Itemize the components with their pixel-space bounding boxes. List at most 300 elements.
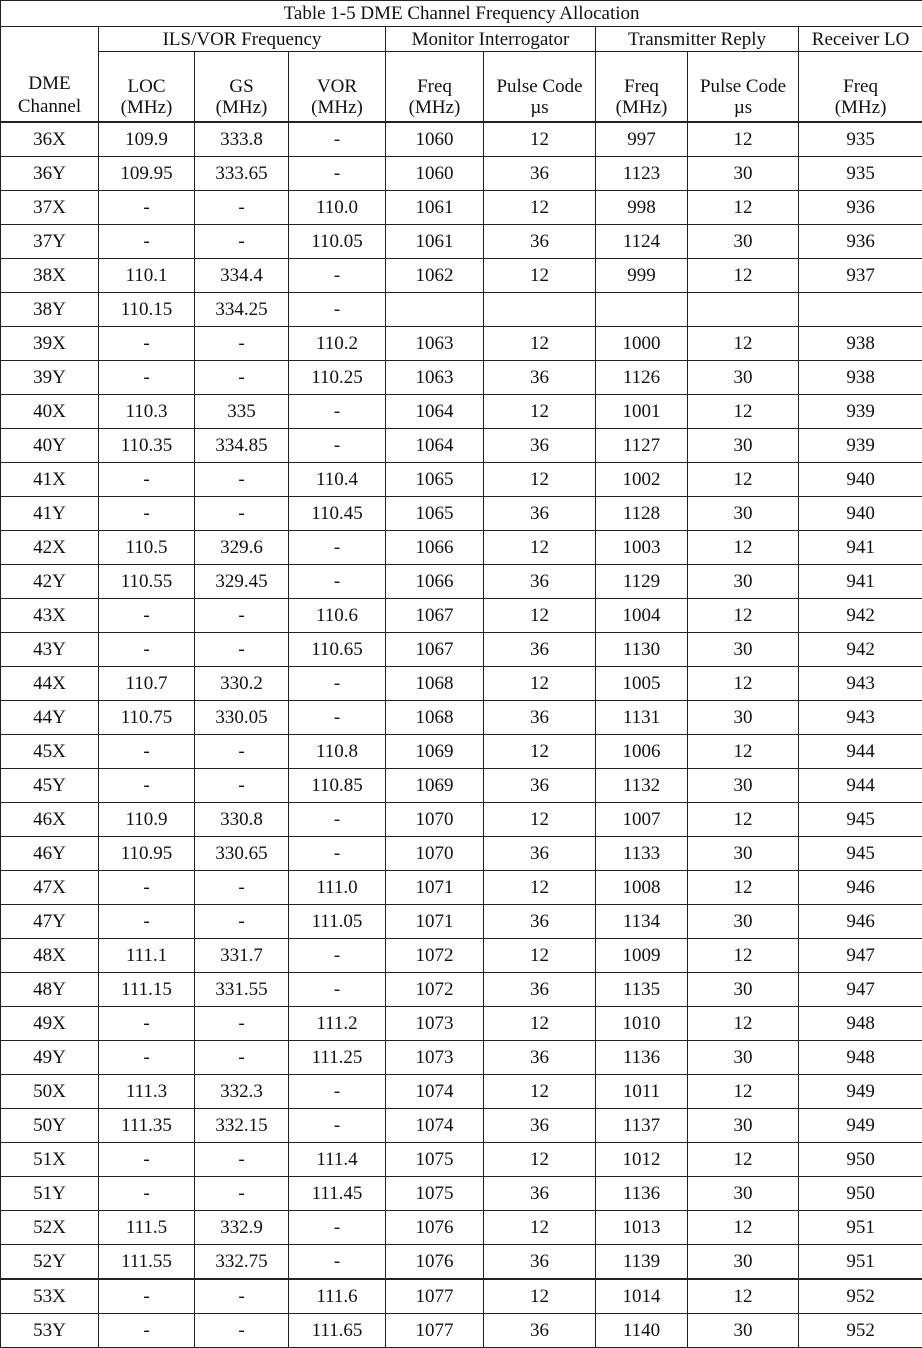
- transmitter-pulse-code-cell: 12: [688, 1211, 799, 1245]
- loc-cell: 111.1: [99, 939, 195, 973]
- table-row: [1, 225, 922, 259]
- loc-cell: 110.3: [99, 395, 195, 429]
- transmitter-freq-cell: 1129: [596, 565, 688, 599]
- monitor-freq-cell: 1072: [386, 939, 484, 973]
- receiver-freq-cell: 944: [799, 769, 922, 803]
- transmitter-freq-cell: 1140: [596, 1314, 688, 1348]
- receiver-freq-cell: 949: [799, 1109, 922, 1143]
- table-row: [1, 395, 922, 429]
- transmitter-freq-cell: 1007: [596, 803, 688, 837]
- transmitter-freq-cell: 1139: [596, 1245, 688, 1280]
- loc-cell: 110.1: [99, 259, 195, 293]
- loc-header-line1: LOC: [99, 76, 194, 97]
- table-row: [1, 769, 922, 803]
- loc-cell: -: [99, 769, 195, 803]
- monitor-pulse-code-cell: 36: [484, 1314, 596, 1348]
- table-row: [1, 837, 922, 871]
- transmitter-freq-cell: 1137: [596, 1109, 688, 1143]
- loc-cell: 110.7: [99, 667, 195, 701]
- dme-channel-cell: 47Y: [1, 905, 99, 939]
- transmitter-freq-cell: 1128: [596, 497, 688, 531]
- dme-channel-header-line1: DME: [1, 72, 98, 95]
- monitor-freq-cell: 1065: [386, 463, 484, 497]
- monitor-freq-cell: 1070: [386, 803, 484, 837]
- loc-cell: 110.55: [99, 565, 195, 599]
- dme-channel-cell: 41X: [1, 463, 99, 497]
- dme-channel-cell: 43Y: [1, 633, 99, 667]
- transmitter-freq-cell: 1010: [596, 1007, 688, 1041]
- monitor-pulse-code-cell: 12: [484, 1211, 596, 1245]
- transmitter-freq-cell: 1001: [596, 395, 688, 429]
- monitor-pulse-code-cell: 12: [484, 871, 596, 905]
- gs-cell: 330.2: [195, 667, 289, 701]
- monitor-pulse-code-cell: 36: [484, 1245, 596, 1280]
- transmitter-freq-cell: 1003: [596, 531, 688, 565]
- transmitter-freq-header-line1: Freq: [596, 76, 687, 97]
- receiver-freq-cell: 940: [799, 497, 922, 531]
- loc-cell: 111.15: [99, 973, 195, 1007]
- vor-cell: 111.45: [289, 1177, 386, 1211]
- table-row: [1, 361, 922, 395]
- receiver-freq-cell: 948: [799, 1041, 922, 1075]
- gs-cell: 331.55: [195, 973, 289, 1007]
- transmitter-pulse-code-header-line1: Pulse Code: [688, 76, 798, 97]
- receiver-freq-cell: 941: [799, 531, 922, 565]
- loc-cell: -: [99, 463, 195, 497]
- monitor-freq-cell: 1077: [386, 1314, 484, 1348]
- dme-channel-cell: 41Y: [1, 497, 99, 531]
- monitor-pulse-code-cell: 12: [484, 667, 596, 701]
- table-row: [1, 1041, 922, 1075]
- vor-cell: 110.25: [289, 361, 386, 395]
- receiver-freq-cell: 936: [799, 191, 922, 225]
- gs-cell: -: [195, 1177, 289, 1211]
- vor-cell: -: [289, 565, 386, 599]
- table-body: [1, 122, 922, 1348]
- receiver-freq-cell: 946: [799, 905, 922, 939]
- dme-channel-cell: 53X: [1, 1279, 99, 1314]
- loc-cell: -: [99, 1007, 195, 1041]
- transmitter-freq-cell: 1000: [596, 327, 688, 361]
- monitor-pulse-code-cell: 36: [484, 1177, 596, 1211]
- dme-channel-cell: 49X: [1, 1007, 99, 1041]
- receiver-freq-cell: 950: [799, 1177, 922, 1211]
- monitor-pulse-code-cell: 36: [484, 837, 596, 871]
- vor-cell: 110.2: [289, 327, 386, 361]
- table-row: [1, 1177, 922, 1211]
- transmitter-pulse-code-cell: 30: [688, 361, 799, 395]
- vor-cell: -: [289, 837, 386, 871]
- monitor-freq-cell: 1067: [386, 633, 484, 667]
- table-row: [1, 667, 922, 701]
- gs-cell: 330.65: [195, 837, 289, 871]
- vor-cell: -: [289, 293, 386, 327]
- loc-cell: -: [99, 871, 195, 905]
- transmitter-pulse-code-cell: 30: [688, 973, 799, 1007]
- receiver-freq-cell: 950: [799, 1143, 922, 1177]
- receiver-freq-cell: 940: [799, 463, 922, 497]
- receiver-freq-cell: 939: [799, 395, 922, 429]
- transmitter-freq-cell: 1005: [596, 667, 688, 701]
- table-row: [1, 1109, 922, 1143]
- monitor-freq-cell: 1076: [386, 1211, 484, 1245]
- loc-cell: 110.75: [99, 701, 195, 735]
- vor-cell: -: [289, 973, 386, 1007]
- receiver-freq-header: [799, 52, 922, 123]
- monitor-pulse-code-cell: 36: [484, 633, 596, 667]
- receiver-freq-cell: 936: [799, 225, 922, 259]
- receiver-lo-group-header: Receiver LO: [799, 27, 922, 52]
- monitor-pulse-code-cell: [484, 293, 596, 327]
- receiver-freq-cell: 951: [799, 1245, 922, 1280]
- gs-cell: 333.8: [195, 122, 289, 157]
- vor-cell: -: [289, 157, 386, 191]
- transmitter-pulse-code-cell: [688, 293, 799, 327]
- vor-cell: 110.6: [289, 599, 386, 633]
- receiver-freq-cell: 949: [799, 1075, 922, 1109]
- table-row: [1, 599, 922, 633]
- monitor-freq-cell: 1074: [386, 1075, 484, 1109]
- dme-channel-cell: 39X: [1, 327, 99, 361]
- monitor-pulse-code-cell: 12: [484, 327, 596, 361]
- table-title: Table 1-5 DME Channel Frequency Allocation: [1, 1, 922, 27]
- dme-channel-cell: 43X: [1, 599, 99, 633]
- monitor-pulse-code-cell: 36: [484, 497, 596, 531]
- vor-cell: 111.65: [289, 1314, 386, 1348]
- gs-cell: -: [195, 1007, 289, 1041]
- monitor-pulse-code-cell: 12: [484, 122, 596, 157]
- gs-cell: -: [195, 1279, 289, 1314]
- monitor-pulse-code-header-line1: Pulse Code: [484, 76, 595, 97]
- vor-cell: -: [289, 122, 386, 157]
- loc-cell: 111.3: [99, 1075, 195, 1109]
- monitor-freq-cell: 1062: [386, 259, 484, 293]
- gs-cell: -: [195, 769, 289, 803]
- monitor-freq-cell: 1066: [386, 565, 484, 599]
- dme-channel-cell: 37Y: [1, 225, 99, 259]
- loc-header-line2: (MHz): [99, 97, 194, 118]
- receiver-freq-cell: 937: [799, 259, 922, 293]
- dme-channel-cell: 37X: [1, 191, 99, 225]
- gs-cell: -: [195, 905, 289, 939]
- transmitter-freq-cell: 1136: [596, 1041, 688, 1075]
- loc-header: [99, 52, 195, 123]
- receiver-freq-cell: 938: [799, 327, 922, 361]
- transmitter-freq-cell: 1134: [596, 905, 688, 939]
- monitor-pulse-code-cell: 36: [484, 973, 596, 1007]
- monitor-pulse-code-cell: 36: [484, 157, 596, 191]
- transmitter-pulse-code-cell: 12: [688, 1075, 799, 1109]
- monitor-freq-cell: 1064: [386, 429, 484, 463]
- table-row: [1, 1314, 922, 1348]
- monitor-freq-cell: 1060: [386, 122, 484, 157]
- monitor-pulse-code-cell: 12: [484, 939, 596, 973]
- monitor-freq-cell: 1065: [386, 497, 484, 531]
- transmitter-freq-header-line2: (MHz): [596, 97, 687, 118]
- receiver-freq-cell: 945: [799, 803, 922, 837]
- monitor-freq-cell: 1067: [386, 599, 484, 633]
- transmitter-freq-cell: 1135: [596, 973, 688, 1007]
- dme-channel-cell: 48X: [1, 939, 99, 973]
- loc-cell: 110.95: [99, 837, 195, 871]
- receiver-freq-cell: 944: [799, 735, 922, 769]
- receiver-freq-cell: 939: [799, 429, 922, 463]
- vor-cell: 110.05: [289, 225, 386, 259]
- vor-cell: -: [289, 803, 386, 837]
- monitor-pulse-code-cell: 36: [484, 1041, 596, 1075]
- dme-channel-cell: 46Y: [1, 837, 99, 871]
- transmitter-freq-cell: 997: [596, 122, 688, 157]
- gs-cell: -: [195, 871, 289, 905]
- transmitter-pulse-code-cell: 30: [688, 769, 799, 803]
- gs-cell: 332.75: [195, 1245, 289, 1280]
- monitor-freq-cell: 1077: [386, 1279, 484, 1314]
- transmitter-pulse-code-cell: 30: [688, 905, 799, 939]
- vor-cell: 111.6: [289, 1279, 386, 1314]
- transmitter-pulse-code-cell: 30: [688, 1314, 799, 1348]
- monitor-pulse-code-cell: 36: [484, 225, 596, 259]
- receiver-freq-cell: 943: [799, 667, 922, 701]
- loc-cell: 111.5: [99, 1211, 195, 1245]
- vor-header-line2: (MHz): [289, 97, 385, 118]
- loc-cell: -: [99, 633, 195, 667]
- table-row: [1, 633, 922, 667]
- table-row: [1, 1007, 922, 1041]
- receiver-freq-header-line2: (MHz): [799, 97, 922, 118]
- monitor-pulse-code-cell: 12: [484, 803, 596, 837]
- vor-cell: -: [289, 667, 386, 701]
- monitor-freq-cell: 1068: [386, 667, 484, 701]
- table-row: [1, 327, 922, 361]
- table-row: [1, 735, 922, 769]
- loc-cell: -: [99, 361, 195, 395]
- gs-cell: 330.05: [195, 701, 289, 735]
- dme-channel-cell: 44Y: [1, 701, 99, 735]
- transmitter-freq-header: [596, 52, 688, 123]
- monitor-pulse-code-cell: 36: [484, 905, 596, 939]
- monitor-freq-cell: 1066: [386, 531, 484, 565]
- gs-cell: 332.9: [195, 1211, 289, 1245]
- table-row: [1, 1245, 922, 1280]
- dme-channel-cell: 36X: [1, 122, 99, 157]
- monitor-freq-cell: 1072: [386, 973, 484, 1007]
- vor-cell: 110.0: [289, 191, 386, 225]
- receiver-freq-cell: 952: [799, 1314, 922, 1348]
- gs-cell: 329.6: [195, 531, 289, 565]
- transmitter-pulse-code-cell: 30: [688, 1041, 799, 1075]
- loc-cell: -: [99, 225, 195, 259]
- vor-cell: 111.2: [289, 1007, 386, 1041]
- transmitter-pulse-code-cell: 12: [688, 939, 799, 973]
- transmitter-freq-cell: 1123: [596, 157, 688, 191]
- transmitter-pulse-code-cell: 12: [688, 871, 799, 905]
- vor-cell: 111.0: [289, 871, 386, 905]
- dme-channel-cell: 49Y: [1, 1041, 99, 1075]
- dme-channel-header: [1, 27, 99, 123]
- table-row: [1, 191, 922, 225]
- monitor-freq-cell: 1068: [386, 701, 484, 735]
- dme-channel-cell: 38Y: [1, 293, 99, 327]
- transmitter-freq-cell: 1131: [596, 701, 688, 735]
- transmitter-freq-cell: 1126: [596, 361, 688, 395]
- vor-cell: 111.4: [289, 1143, 386, 1177]
- transmitter-freq-cell: [596, 293, 688, 327]
- gs-cell: -: [195, 1143, 289, 1177]
- transmitter-pulse-code-cell: 30: [688, 633, 799, 667]
- loc-cell: 110.5: [99, 531, 195, 565]
- loc-cell: 110.15: [99, 293, 195, 327]
- table-row: [1, 905, 922, 939]
- loc-cell: -: [99, 1177, 195, 1211]
- receiver-freq-cell: 941: [799, 565, 922, 599]
- gs-cell: -: [195, 327, 289, 361]
- vor-cell: -: [289, 395, 386, 429]
- gs-cell: -: [195, 225, 289, 259]
- gs-cell: -: [195, 633, 289, 667]
- receiver-freq-cell: 942: [799, 633, 922, 667]
- receiver-freq-cell: 938: [799, 361, 922, 395]
- loc-cell: 110.9: [99, 803, 195, 837]
- transmitter-freq-cell: 1012: [596, 1143, 688, 1177]
- loc-cell: 111.35: [99, 1109, 195, 1143]
- transmitter-freq-cell: 1008: [596, 871, 688, 905]
- transmitter-pulse-code-cell: 12: [688, 259, 799, 293]
- vor-header-line1: VOR: [289, 76, 385, 97]
- receiver-freq-cell: 935: [799, 122, 922, 157]
- transmitter-freq-cell: 1133: [596, 837, 688, 871]
- transmitter-pulse-code-cell: 12: [688, 667, 799, 701]
- vor-cell: 110.65: [289, 633, 386, 667]
- monitor-pulse-code-cell: 12: [484, 1279, 596, 1314]
- monitor-pulse-code-header: [484, 52, 596, 123]
- monitor-pulse-code-cell: 36: [484, 769, 596, 803]
- monitor-freq-header: [386, 52, 484, 123]
- loc-cell: -: [99, 1143, 195, 1177]
- transmitter-pulse-code-cell: 12: [688, 1143, 799, 1177]
- loc-cell: 111.55: [99, 1245, 195, 1280]
- transmitter-pulse-code-cell: 12: [688, 1007, 799, 1041]
- table-row: [1, 531, 922, 565]
- transmitter-freq-cell: 1127: [596, 429, 688, 463]
- loc-cell: -: [99, 1041, 195, 1075]
- vor-cell: 111.05: [289, 905, 386, 939]
- dme-channel-cell: 51X: [1, 1143, 99, 1177]
- transmitter-freq-cell: 1009: [596, 939, 688, 973]
- monitor-freq-cell: 1069: [386, 769, 484, 803]
- vor-cell: -: [289, 939, 386, 973]
- table-row: [1, 565, 922, 599]
- dme-channel-cell: 50X: [1, 1075, 99, 1109]
- transmitter-pulse-code-cell: 12: [688, 122, 799, 157]
- gs-cell: -: [195, 361, 289, 395]
- table-row: [1, 429, 922, 463]
- transmitter-freq-cell: 1124: [596, 225, 688, 259]
- monitor-freq-cell: 1076: [386, 1245, 484, 1280]
- vor-cell: 110.45: [289, 497, 386, 531]
- gs-cell: -: [195, 599, 289, 633]
- dme-channel-cell: 53Y: [1, 1314, 99, 1348]
- table-row: [1, 1211, 922, 1245]
- gs-header: [195, 52, 289, 123]
- gs-cell: -: [195, 1041, 289, 1075]
- gs-cell: -: [195, 191, 289, 225]
- receiver-freq-cell: 947: [799, 973, 922, 1007]
- dme-channel-cell: 36Y: [1, 157, 99, 191]
- vor-cell: -: [289, 1109, 386, 1143]
- gs-cell: -: [195, 735, 289, 769]
- dme-channel-cell: 40Y: [1, 429, 99, 463]
- receiver-freq-cell: 942: [799, 599, 922, 633]
- transmitter-pulse-code-cell: 30: [688, 565, 799, 599]
- loc-cell: -: [99, 327, 195, 361]
- table-row: [1, 871, 922, 905]
- monitor-freq-cell: 1074: [386, 1109, 484, 1143]
- monitor-pulse-code-cell: 12: [484, 463, 596, 497]
- monitor-pulse-code-cell: 12: [484, 735, 596, 769]
- vor-cell: -: [289, 1245, 386, 1280]
- monitor-freq-cell: 1060: [386, 157, 484, 191]
- monitor-freq-cell: 1061: [386, 225, 484, 259]
- transmitter-pulse-code-cell: 30: [688, 225, 799, 259]
- receiver-freq-cell: 952: [799, 1279, 922, 1314]
- gs-cell: 335: [195, 395, 289, 429]
- vor-cell: -: [289, 429, 386, 463]
- table-row: [1, 293, 922, 327]
- receiver-freq-cell: 951: [799, 1211, 922, 1245]
- monitor-freq-cell: 1061: [386, 191, 484, 225]
- gs-cell: -: [195, 463, 289, 497]
- ils-vor-group-header: ILS/VOR Frequency: [99, 27, 386, 52]
- vor-cell: -: [289, 531, 386, 565]
- receiver-freq-cell: [799, 293, 922, 327]
- gs-cell: -: [195, 1314, 289, 1348]
- monitor-pulse-code-cell: 12: [484, 191, 596, 225]
- dme-channel-cell: 48Y: [1, 973, 99, 1007]
- loc-cell: -: [99, 1314, 195, 1348]
- gs-header-line1: GS: [195, 76, 288, 97]
- monitor-pulse-code-cell: 12: [484, 1075, 596, 1109]
- monitor-freq-cell: 1063: [386, 327, 484, 361]
- vor-cell: 111.25: [289, 1041, 386, 1075]
- table-row: [1, 463, 922, 497]
- transmitter-pulse-code-cell: 30: [688, 1177, 799, 1211]
- table-row: [1, 497, 922, 531]
- table-row: [1, 803, 922, 837]
- transmitter-pulse-code-cell: 30: [688, 497, 799, 531]
- monitor-freq-cell: 1070: [386, 837, 484, 871]
- monitor-pulse-code-cell: 36: [484, 1109, 596, 1143]
- dme-channel-cell: 44X: [1, 667, 99, 701]
- gs-cell: -: [195, 497, 289, 531]
- transmitter-freq-cell: 1014: [596, 1279, 688, 1314]
- table-row: [1, 259, 922, 293]
- transmitter-pulse-code-cell: 12: [688, 191, 799, 225]
- transmitter-pulse-code-cell: 12: [688, 327, 799, 361]
- receiver-freq-cell: 935: [799, 157, 922, 191]
- gs-cell: 333.65: [195, 157, 289, 191]
- monitor-freq-header-line1: Freq: [386, 76, 483, 97]
- monitor-interrogator-group-header: Monitor Interrogator: [386, 27, 596, 52]
- receiver-freq-cell: 947: [799, 939, 922, 973]
- monitor-pulse-code-cell: 12: [484, 1143, 596, 1177]
- transmitter-freq-cell: 1013: [596, 1211, 688, 1245]
- dme-channel-header-line2: Channel: [1, 95, 98, 118]
- monitor-pulse-code-cell: 12: [484, 1007, 596, 1041]
- transmitter-pulse-code-cell: 30: [688, 837, 799, 871]
- table-row: [1, 122, 922, 157]
- transmitter-freq-cell: 1136: [596, 1177, 688, 1211]
- loc-cell: 109.9: [99, 122, 195, 157]
